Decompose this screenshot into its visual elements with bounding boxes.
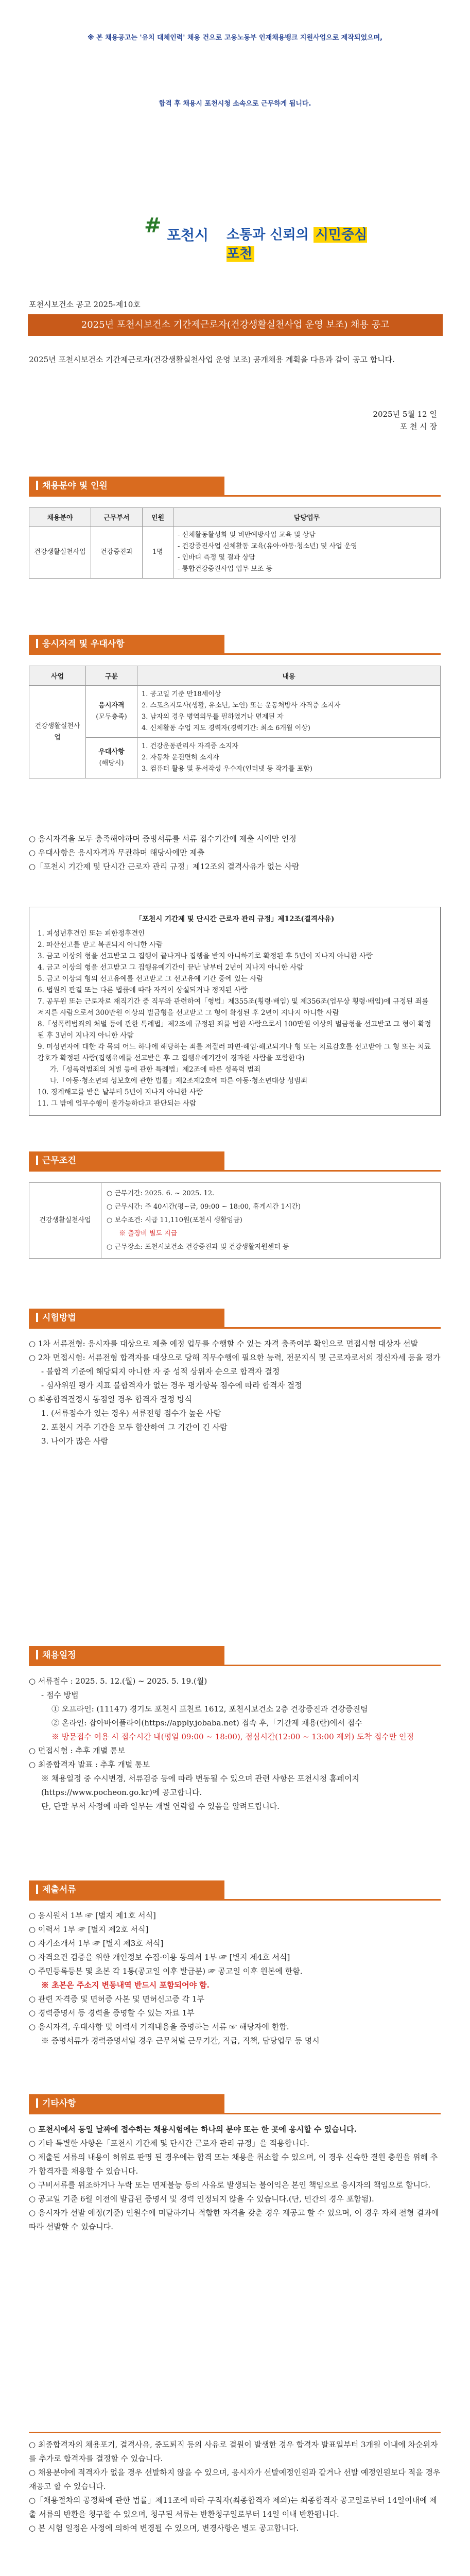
recruitment-table — [29, 507, 441, 579]
etc-list — [29, 2123, 441, 2234]
schedule-item: ※ 방문접수 이용 시 접수시간 내(평일 09:00 ~ 18:00), 점심시간(12:00 ~ 13:00 제외) 도착 접수만 인정 — [51, 1732, 414, 1741]
note-item: ○ 우대사항은 응시자격과 무관하며 해당사에만 제출 — [29, 848, 205, 857]
schedule-item: ○ 서류접수 : 2025. 5. 12.(월) ~ 2025. 5. 19.(월) — [29, 1676, 207, 1686]
schedule-item: ① 오프라인: (11147) 경기도 포천시 포천로 1612, 포천시보건소 2층 건강증진과 건강증진팀 — [51, 1704, 368, 1714]
logo-mark-icon: # — [144, 214, 162, 238]
section-divider — [29, 2113, 441, 2114]
duty-item: - 신체활동활성화 및 비만예방사업 교육 및 상담 — [178, 531, 316, 539]
th-field: 채용분야 — [29, 508, 91, 527]
th-category: 구분 — [86, 666, 137, 686]
box-item: 1. 피성년후견인 또는 피한정후견인 — [38, 929, 145, 938]
cell-req-items — [137, 686, 441, 738]
footer-item: ○ 본 시험 일정은 사정에 의하여 변경될 수 있으며, 변경사항은 별도 공고합니다. — [29, 2523, 299, 2533]
doc-item: ○ 주민등록등본 및 초본 각 1통(공고일 이후 발급분) ☞ 공고일 이후 원본에 한함. — [29, 1967, 303, 1976]
schedule-item: ○ 면접시험 : 추후 개별 통보 — [29, 1746, 125, 1755]
notice-line-2: 합격 후 채용시 포천시청 소속으로 근무하게 됩니다. — [159, 100, 311, 108]
duty-item: - 통합건강증진사업 업무 보조 등 — [178, 565, 273, 573]
section-header-etc: 기타사항 — [29, 2094, 224, 2113]
exam-item: - 심사위원 평가 지표 불합격자가 없는 경우 평가항목 점수에 따라 합격자 결정 — [41, 1381, 302, 1390]
cell-pref-items — [137, 738, 441, 778]
box-item: 11. 그 밖에 업무수행이 불가능하다고 판단되는 사람 — [38, 1099, 197, 1108]
cell-pref-label: 우대사항 (해당시) — [86, 738, 137, 778]
cell-req-label: 응시자격 (모두충족) — [86, 686, 137, 738]
notice-line-1: ※ 본 채용공고는 '유치 대체인력' 채용 건으로 고용노동부 인재채용뱅크 지원사업으로 제작되었으며, — [87, 34, 383, 42]
cell-duties — [173, 527, 441, 579]
footer-notes — [29, 2432, 441, 2535]
pref-item: 3. 컴퓨터 활용 및 문서작성 우수자(인터넷 등 작가를 포함) — [142, 765, 312, 773]
etc-item: ○ 구비서류를 위조하거나 누락 또는 면제불능 등의 사유로 발생되는 불이익은 본인 책임으로 응시자의 책임으로 합니다. — [29, 2180, 431, 2190]
section-divider — [29, 1665, 441, 1666]
section-header-schedule: 채용일정 — [29, 1646, 224, 1665]
section-header-recruitment: 채용분야 및 인원 — [29, 477, 224, 495]
cond-item: ○ 근무장소: 포천시보건소 건강증진과 및 건강생활지원센터 등 — [107, 1243, 289, 1251]
cell-cond-field: 건강생활실천사업 — [29, 1183, 101, 1259]
doc-item: ○ 응시자격, 우대사항 및 이력서 기재내용을 증명하는 서류 ☞ 해당자에 한함. — [29, 2022, 289, 2031]
schedule-item: ○ 최종합격자 발표 : 추후 개별 통보 — [29, 1760, 150, 1769]
exam-item: ○ 2차 면접시험: 서류전형 합격자를 대상으로 당해 직무수행에 필요한 능력, 전문지식 및 근로자로서의 정신자세 등을 평가 — [29, 1353, 441, 1362]
qualification-notes — [29, 832, 441, 874]
notice-number: 포천시보건소 공고 2025-제10호 — [29, 300, 141, 309]
etc-item: ○ 포천시에서 동일 날짜에 접수하는 채용시험에는 하나의 분야 또는 한 곳에 응시할 수 있습니다. — [29, 2125, 357, 2134]
th-project: 사업 — [29, 666, 86, 686]
exam-item: ○ 최종합격결정시 동점일 경우 합격자 결정 방식 — [29, 1395, 193, 1404]
disqualification-box — [29, 907, 441, 1116]
section-header-documents: 제출서류 — [29, 1880, 224, 1899]
section-header-exam: 시험방법 — [29, 1309, 224, 1327]
note-item: ○ 응시자격을 모두 충족해야하며 증빙서류를 서류 접수기간에 제출 시에만 인정 — [29, 834, 297, 843]
footer-item: ○ 채용분야에 적격자가 없을 경우 선발하지 않을 수 있으며, 응시자가 선발예정인원과 같거나 선발 예정인원보다 적을 경우 재공고 할 수 있습니다. — [29, 2468, 441, 2491]
section-divider — [29, 1170, 441, 1172]
box-item: 8.「성폭력범죄의 처벌 등에 관한 특례법」제2조에 규정된 죄를 범한 사람으로서 100만원 이상의 벌금형을 선고받고 그 형이 확정된 후 3년이 지나지 아니한 사람 — [38, 1020, 431, 1040]
cell-count: 1명 — [143, 527, 173, 579]
pref-item: 2. 자동차 운전면허 소지자 — [142, 754, 219, 761]
etc-item: ○ 제출된 서류의 내용이 허위로 판명 된 경우에는 합격 또는 채용을 취소할 수 있으며, 이 경우 신속한 결원 충원을 위해 추가 합격자를 채용할 수 있습니다. — [29, 2153, 438, 2176]
etc-item: ○ 기타 특별한 사항은「포천시 기간제 및 단시간 근로자 관리 규정」을 적용합니다. — [29, 2139, 309, 2148]
doc-item: ○ 자격요건 검증을 위한 개인정보 수집·이용 동의서 1부 ☞ [별지 제4호 서식] — [29, 1953, 290, 1962]
section-divider — [29, 1899, 441, 1901]
box-item: 4. 금고 이상의 형을 선고받고 그 집행유예기간이 끝난 날부터 2년이 지나지 아니한 사람 — [38, 963, 304, 972]
schedule-list — [29, 1674, 441, 1814]
th-duties: 담당업무 — [173, 508, 441, 527]
logo-slogan: 소통과 신뢰의 시민중심 포천 — [227, 227, 368, 262]
logo-city: 포천시 — [167, 227, 209, 244]
box-item: 9. 미성년자에 대한 각 목의 어느 하나에 해당하는 죄를 저질러 파면·해임·해고되거나 형 또는 치료감호를 선고받아 그 형 또는 치료감호가 확정된 사람(집행유예를 선고받은 후 그 집행유예기간이 경과한 사람을 포함한다) — [38, 1043, 431, 1062]
section-header-conditions: 근무조건 — [29, 1151, 224, 1170]
signer: 포 천 시 장 — [399, 422, 437, 431]
conditions-table — [29, 1182, 441, 1259]
th-content: 내용 — [137, 666, 441, 686]
etc-item: ○ 응시자가 선발 예정(기준) 인원수에 미달하거나 적합한 자격을 갖춘 경우 재공고 할 수 있으며, 이 경우 자체 전형 결과에 따라 선발할 수 있습니다. — [29, 2208, 439, 2231]
box-item: 7. 공무원 또는 근로자로 재직기간 중 직무와 관련하여「형법」제355조(횡령·배임) 및 제356조(업무상 횡령·배임)에 규정된 죄를 저지른 사람으로서 300만원 이상의 벌금형을 선고받고 그 형이 확정된 후 2년이 지나지 아니한 사람 — [38, 997, 429, 1017]
doc-item: ※ 초본은 주소지 변동내역 반드시 포함되어야 함. — [41, 1980, 210, 1990]
doc-item: ○ 이력서 1부 ☞ [별지 제2호 서식] — [29, 1925, 149, 1934]
section-divider — [29, 653, 441, 655]
box-item: 가.「성폭력범죄의 처벌 등에 관한 특례법」제2조에 따른 성폭력 범죄 — [50, 1065, 260, 1074]
schedule-link[interactable]: ② 온라인: 잡아바어플라이(https://apply.jobaba.net) 접속 후,「기간제 채용(란)에서 접수 — [51, 1718, 362, 1727]
top-notice — [0, 0, 470, 155]
exam-list — [29, 1337, 441, 1448]
duty-item: - 건강증진사업 신체활동 교육(유아·아동·청소년) 및 사업 운영 — [178, 543, 357, 550]
date-block — [373, 408, 437, 433]
schedule-item: ※ 채용일정 중 수시변경, 서류검증 등에 따라 변동될 수 있으며 관련 사항은 포천시청 홈페이지(https://www.pocheon.go.kr)에 공고합니다. — [41, 1774, 359, 1797]
page-title: 2025년 포천시보건소 기간제근로자(건강생활실천사업 운영 보조) 채용 공고 — [28, 314, 443, 336]
cell-field: 건강생활실천사업 — [29, 527, 91, 579]
cell-dept: 건강증진과 — [91, 527, 143, 579]
notice-date: 2025년 5월 12 일 — [373, 410, 437, 419]
section-divider — [29, 495, 441, 497]
req-item: 3. 남자의 경우 병역의무를 필하였거나 면제된 자 — [142, 713, 284, 721]
exam-item: - 불합격 기준에 해당되지 아니한 자 중 성적 상위자 순으로 합격자 결정 — [41, 1367, 280, 1376]
doc-item: ※ 증명서류가 경력증명서일 경우 근무처별 근무기간, 직급, 직책, 담당업무 등 명시 — [41, 2036, 320, 2045]
cond-item: ○ 근무시간: 주 40시간(평~금, 09:00 ~ 18:00, 휴게시간 1시간) — [107, 1203, 301, 1211]
documents-list — [29, 1909, 441, 2048]
section-divider — [29, 1327, 441, 1329]
exam-item: 2. 포천시 거주 기간을 모두 합산하여 그 기간이 긴 사람 — [41, 1422, 228, 1432]
pocheon-logo — [144, 209, 381, 262]
intro-text: 2025년 포천시보건소 기간제근로자(건강생활실천사업 운영 보조) 공개채용 계획을 다음과 같이 공고 합니다. — [29, 355, 395, 364]
cond-item: ○ 보수조건: 시급 11,110원(포천시 생활임금) — [107, 1216, 242, 1224]
qualification-table — [29, 666, 441, 778]
cell-cond-items — [101, 1183, 441, 1259]
box-item: 6. 법원의 판결 또는 다른 법률에 따라 자격이 상실되거나 정지된 사람 — [38, 986, 248, 994]
exam-item: ○ 1차 서류전형: 응시자를 대상으로 제출 예정 업무를 수행할 수 있는 자격 충족여부 확인으로 면접시험 대상자 선발 — [29, 1339, 419, 1348]
doc-item: ○ 경력증명서 등 경력을 증명할 수 있는 자료 1부 — [29, 2008, 195, 2018]
doc-item: ○ 관련 자격증 및 면허증 사본 및 면허신고증 각 1부 — [29, 1994, 204, 2004]
box-item: 나.「아동·청소년의 성보호에 관한 법률」제2조제2호에 따른 아동·청소년대상 성범죄 — [50, 1077, 308, 1085]
etc-item: ○ 공고일 기준 6월 이전에 발급된 증명서 및 경력 인정되지 않을 수 있습니다.(단, 민간의 경우 포함됨). — [29, 2194, 374, 2204]
exam-item: 1. (서류점수가 있는 경우) 서류전형 점수가 높은 사람 — [41, 1409, 221, 1418]
box-title: 「포천시 기간제 및 단시간 근로자 관리 규정」제12조(결격사유) — [135, 915, 335, 923]
duty-item: - 인바디 측정 및 결과 상담 — [178, 554, 255, 562]
box-item: 3. 금고 이상의 형을 선고받고 그 집행이 끝나거나 집행을 받지 아니하기로 확정된 후 5년이 지나지 아니한 사람 — [38, 952, 373, 960]
req-item: 1. 공고일 기준 만18세이상 — [142, 690, 221, 698]
cond-item: ※ 출장비 별도 지급 — [119, 1230, 178, 1238]
footer-item: ○ 최종합격자의 채용포기, 결격사유, 중도퇴직 등의 사유로 결원이 발생한 경우 합격자 발표일부터 3개월 이내에 차순위자를 추가로 합격자를 결정할 수 있습니다. — [29, 2440, 438, 2463]
box-item: 5. 금고 이상의 형의 선고유예를 선고받고 그 선고유예 기간 중에 있는 사람 — [38, 975, 264, 983]
footer-item: ○「채용절차의 공정화에 관한 법률」제11조에 따라 구직자(최종합격자 제외)는 최종합격자 공고일로부터 14일이내에 제출 서류의 반환을 청구할 수 있으며, 청구된 서류는 반환청구일로부터 14일 이내 반환됩니다. — [29, 2496, 437, 2519]
req-item: 4. 신체활동 수업 지도 경력자(경력기간: 최소 6개월 이상) — [142, 724, 310, 732]
th-dept: 근무부서 — [91, 508, 143, 527]
box-item: 2. 파산선고를 받고 복권되지 아니한 사람 — [38, 941, 163, 949]
doc-item: ○ 자기소개서 1부 ☞ [별지 제3호 서식] — [29, 1939, 164, 1948]
note-item: ○「포천시 기간제 및 단시간 근로자 관리 규정」제12조의 결격사유가 없는 사람 — [29, 862, 300, 871]
doc-item: ○ 응시원서 1부 ☞ [별지 제1호 서식] — [29, 1911, 156, 1920]
req-item: 2. 스포츠지도사(생활, 유소년, 노인) 또는 운동처방사 자격증 소지자 — [142, 702, 341, 709]
section-header-qualifications: 응시자격 및 우대사항 — [29, 635, 224, 653]
th-count: 인원 — [143, 508, 173, 527]
cond-item: ○ 근무기간: 2025. 6. ~ 2025. 12. — [107, 1190, 215, 1197]
exam-item: 3. 나이가 많은 사람 — [41, 1436, 109, 1446]
cell-project: 건강생활실천사업 — [29, 686, 86, 778]
pref-item: 1. 건강운동관리사 자격증 소지자 — [142, 742, 239, 750]
box-item: 10. 징계해고를 받은 날부터 5년이 지나지 아니한 사람 — [38, 1088, 203, 1096]
schedule-item: - 접수 방법 — [41, 1690, 79, 1700]
schedule-item: 단, 단말 부서 사정에 따라 일부는 개별 연락할 수 있음을 알려드립니다. — [41, 1802, 280, 1811]
